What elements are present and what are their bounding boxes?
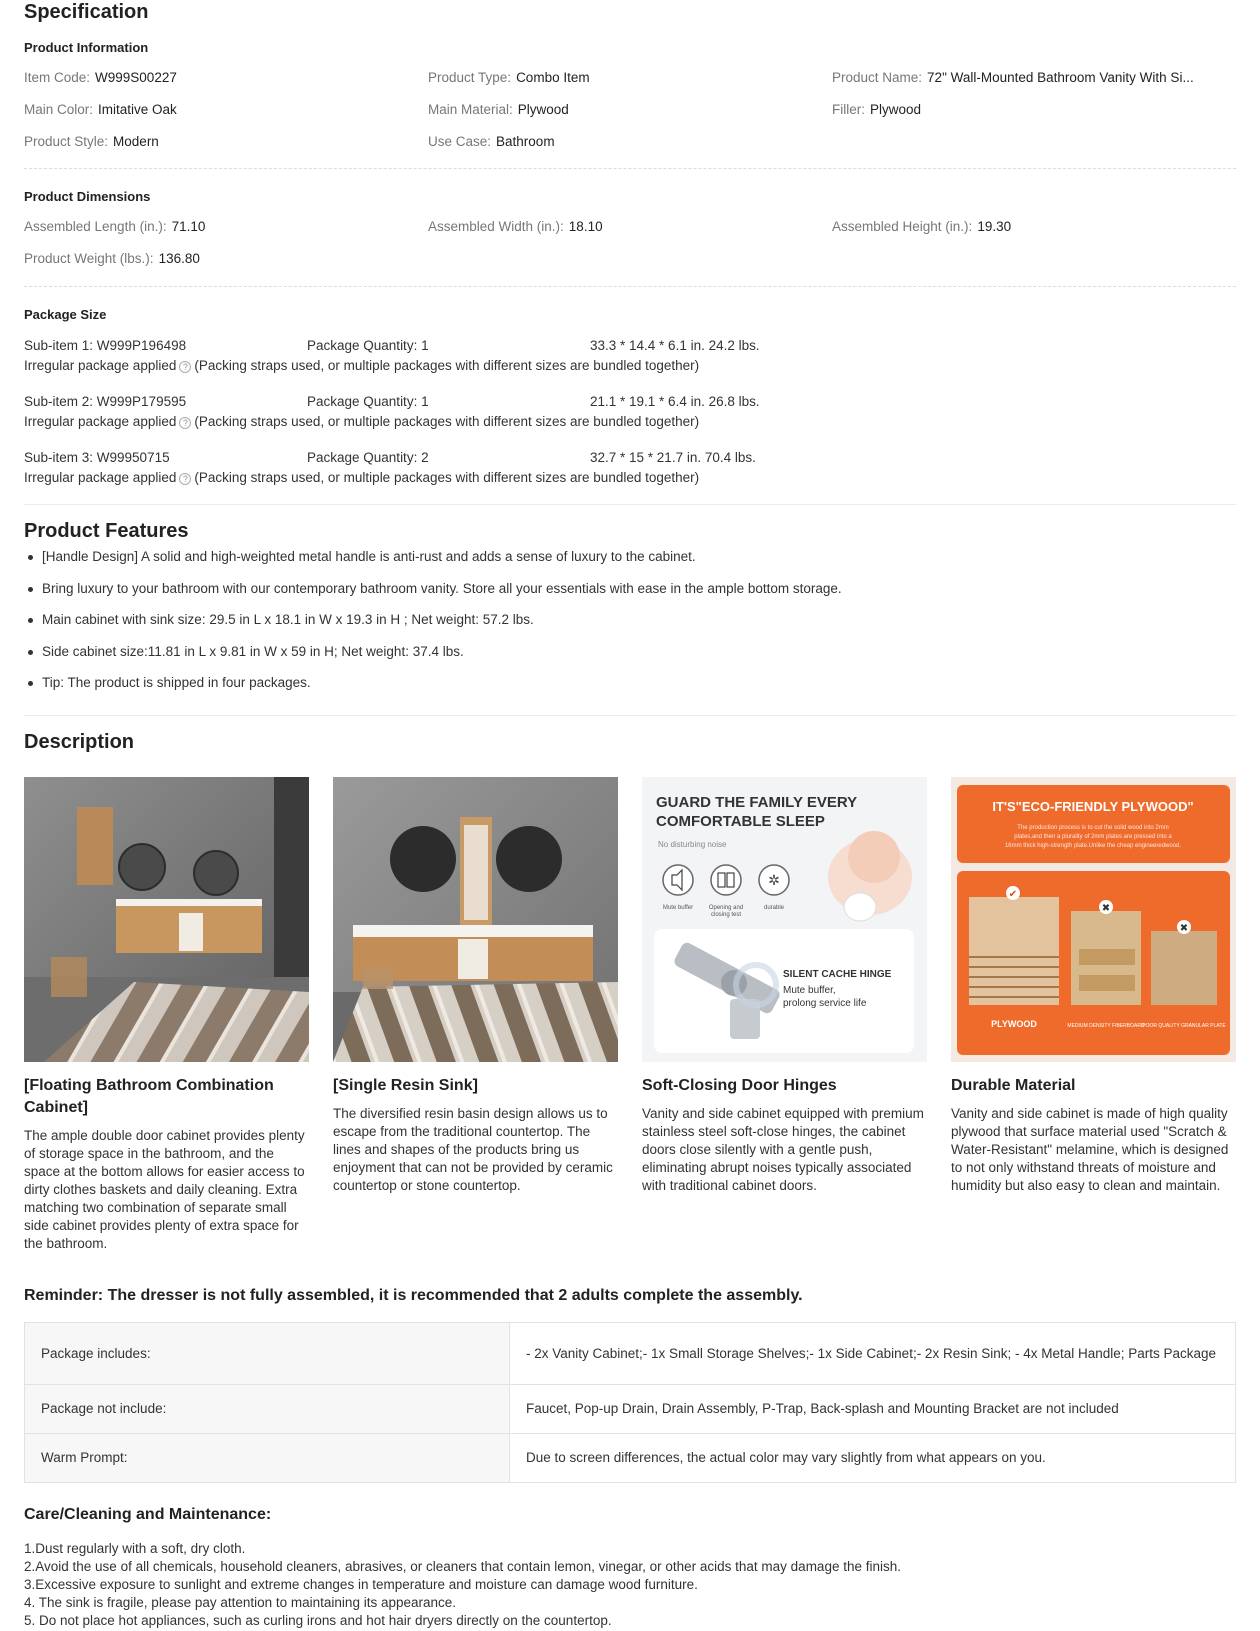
care-line: 3.Excessive exposure to sunlight and extreme changes in temperature and moisture can damage wood furniture. bbox=[24, 1577, 698, 1592]
care-line: 2.Avoid the use of all chemicals, household cleaners, abrasives, or cleaners that contain lemon, vinegar, or other acids that may damage the finish. bbox=[24, 1559, 901, 1574]
package-table bbox=[24, 1322, 1236, 1483]
help-icon[interactable]: ? bbox=[179, 473, 191, 485]
card-title: Durable Material bbox=[951, 1077, 1076, 1094]
soft-close-hinge-graphic bbox=[642, 777, 927, 1062]
svg-text:✔: ✔ bbox=[1008, 889, 1018, 900]
table-value: Due to screen differences, the actual color may vary slightly from what appears on you. bbox=[510, 1434, 1236, 1483]
card-title: [Single Resin Sink] bbox=[333, 1077, 478, 1094]
irregular-package-note: Irregular package applied ? (Packing straps used, or multiple packages with different sizes are bundled together) bbox=[24, 414, 700, 429]
svg-text:✲: ✲ bbox=[768, 872, 780, 888]
material-label: PLYWOOD bbox=[991, 1019, 1037, 1029]
sub-item-id: Sub-item 3: W99950715 bbox=[24, 450, 170, 465]
card-description: Vanity and side cabinet equipped with premium stainless steel soft-close hinges, the cabinet doors close silently with a gentle push, eliminating abrupt noises typically associated with traditional cabinet doors. bbox=[642, 1106, 924, 1193]
vanity-room-photo bbox=[24, 777, 309, 1062]
package-dimensions: 32.7 * 15 * 21.7 in. 70.4 lbs. bbox=[590, 450, 756, 465]
care-heading: Care/Cleaning and Maintenance: bbox=[24, 1506, 272, 1523]
specification-heading: Specification bbox=[24, 1, 149, 23]
svg-text:✖: ✖ bbox=[1179, 923, 1189, 934]
product-features-heading: Product Features bbox=[24, 520, 189, 542]
svg-text:✖: ✖ bbox=[1101, 903, 1111, 914]
card-title: Soft-Closing Door Hinges bbox=[642, 1077, 837, 1094]
product-style-field: Product Style: Modern bbox=[24, 134, 159, 149]
product-dimensions-heading: Product Dimensions bbox=[24, 189, 151, 204]
main-material-field: Main Material: Plywood bbox=[428, 102, 569, 117]
filler-field: Filler: Plywood bbox=[832, 102, 922, 117]
use-case-field: Use Case: Bathroom bbox=[428, 134, 555, 149]
plywood-body: 16mm thick high-strength plate.Unlike the cheap engineeredwood. bbox=[1004, 843, 1182, 849]
product-type-field: Product Type: Combo Item bbox=[428, 70, 590, 85]
feature-item: Tip: The product is shipped in four packages. bbox=[24, 674, 1224, 706]
icon-label: Opening and bbox=[708, 905, 744, 911]
care-line: 1.Dust regularly with a soft, dry cloth. bbox=[24, 1541, 246, 1556]
product-name-field: Product Name: 72" Wall-Mounted Bathroom Vanity With Si... bbox=[832, 70, 1194, 85]
package-dimensions: 21.1 * 19.1 * 6.4 in. 26.8 lbs. bbox=[590, 394, 760, 409]
hinge-subline: No disturbing noise bbox=[658, 840, 727, 849]
table-value: Faucet, Pop-up Drain, Drain Assembly, P-Trap, Back-splash and Mounting Bracket are not included bbox=[510, 1385, 1236, 1434]
material-label: MEDIUM DENSITY FIBERBOARD bbox=[1067, 1023, 1145, 1029]
hinge-line: Mute buffer, bbox=[783, 985, 836, 996]
item-code-field: Item Code: W999S00227 bbox=[24, 70, 177, 85]
plywood-body: plates,and then a plurality of 2mm plates are pressed into a bbox=[1014, 834, 1172, 840]
hinge-headline-1: GUARD THE FAMILY EVERY bbox=[656, 794, 858, 811]
care-instructions bbox=[24, 1540, 901, 1630]
plywood-material-graphic bbox=[951, 777, 1236, 1062]
divider bbox=[24, 715, 1236, 716]
card-description: Vanity and side cabinet is made of high quality plywood that surface material used "Scratch & Water-Resistant" melamine, which is designed to not only withstand threats of moisture and humidity but also easy to clean and maintain. bbox=[951, 1106, 1229, 1193]
divider bbox=[24, 168, 1236, 169]
hinge-line: prolong service life bbox=[783, 998, 867, 1009]
irregular-package-note: Irregular package applied ? (Packing straps used, or multiple packages with different sizes are bundled together) bbox=[24, 470, 700, 485]
feature-item: [Handle Design] A solid and high-weighted metal handle is anti-rust and adds a sense of luxury to the cabinet. bbox=[24, 548, 1224, 580]
feature-item: Side cabinet size:11.81 in L x 9.81 in W x 59 in H; Net weight: 37.4 lbs. bbox=[24, 643, 1224, 675]
description-card bbox=[642, 777, 927, 1195]
package-dimensions: 33.3 * 14.4 * 6.1 in. 24.2 lbs. bbox=[590, 338, 760, 353]
icon-label: Mute buffer bbox=[662, 905, 694, 911]
icon-label: closing test bbox=[710, 912, 742, 918]
care-line: 5. Do not place hot appliances, such as curling irons and hot hair dryers directly on the countertop. bbox=[24, 1613, 612, 1628]
divider bbox=[24, 286, 1236, 287]
package-quantity: Package Quantity: 1 bbox=[307, 394, 429, 409]
table-label: Package not include: bbox=[25, 1385, 510, 1434]
icon-label: durable bbox=[763, 905, 785, 911]
description-card bbox=[951, 777, 1236, 1195]
description-heading: Description bbox=[24, 731, 135, 753]
feature-item: Main cabinet with sink size: 29.5 in L x 18.1 in W x 19.3 in H ; Net weight: 57.2 lbs. bbox=[24, 611, 1224, 643]
table-row bbox=[25, 1385, 1236, 1434]
plywood-headline: IT'S"ECO-FRIENDLY PLYWOOD" bbox=[992, 799, 1194, 814]
card-title: [Floating Bathroom Combination Cabinet] bbox=[24, 1077, 274, 1116]
assembled-length-field: Assembled Length (in.): 71.10 bbox=[24, 219, 206, 234]
sub-item-id: Sub-item 1: W999P196498 bbox=[24, 338, 187, 353]
divider bbox=[24, 504, 1236, 505]
description-card bbox=[333, 777, 618, 1195]
feature-item: Bring luxury to your bathroom with our contemporary bathroom vanity. Store all your essentials with ease in the ample bottom storage. bbox=[24, 580, 1224, 612]
assembled-width-field: Assembled Width (in.): 18.10 bbox=[428, 219, 603, 234]
product-weight-field: Product Weight (lbs.): 136.80 bbox=[24, 251, 200, 266]
assembled-height-field: Assembled Height (in.): 19.30 bbox=[832, 219, 1012, 234]
hinge-title: SILENT CACHE HINGE bbox=[783, 969, 892, 980]
assembly-reminder: Reminder: The dresser is not fully assembled, it is recommended that 2 adults complete the assembly. bbox=[24, 1287, 803, 1304]
table-label: Warm Prompt: bbox=[25, 1434, 510, 1483]
package-quantity: Package Quantity: 1 bbox=[307, 338, 429, 353]
description-card bbox=[24, 777, 309, 1253]
package-size-heading: Package Size bbox=[24, 307, 107, 322]
resin-sink-photo bbox=[333, 777, 618, 1062]
product-information-heading: Product Information bbox=[24, 40, 149, 55]
main-color-field: Main Color: Imitative Oak bbox=[24, 102, 177, 117]
card-description: The ample double door cabinet provides plenty of storage space in the bathroom, and the space at the bottom allows for easier access to dirty clothes baskets and daily cleaning. Extra matching two combination of separate small side cabinet provides plenty of extra space for the bathroom. bbox=[24, 1128, 305, 1251]
card-description: The diversified resin basin design allows us to escape from the traditional countertop. The lines and shapes of the products bring us enjoyment that can not be provided by ceramic countertop or stone countertop. bbox=[333, 1106, 613, 1193]
material-label: POOR QUALITY GRANULAR PLATE bbox=[1142, 1023, 1226, 1029]
table-value: - 2x Vanity Cabinet;- 1x Small Storage Shelves;- 1x Side Cabinet;- 2x Resin Sink; - 4x Metal Handle; Parts Package bbox=[510, 1323, 1236, 1385]
sub-item-id: Sub-item 2: W999P179595 bbox=[24, 394, 187, 409]
table-label: Package includes: bbox=[25, 1323, 510, 1385]
table-row bbox=[25, 1323, 1236, 1385]
table-row bbox=[25, 1434, 1236, 1483]
plywood-body: The production process is to cut the solid wood into 2mm bbox=[1017, 825, 1169, 831]
care-line: 4. The sink is fragile, please pay attention to maintaining its appearance. bbox=[24, 1595, 457, 1610]
irregular-package-note: Irregular package applied ? (Packing straps used, or multiple packages with different sizes are bundled together) bbox=[24, 358, 700, 373]
package-quantity: Package Quantity: 2 bbox=[307, 450, 429, 465]
help-icon[interactable]: ? bbox=[179, 361, 191, 373]
hinge-headline-2: COMFORTABLE SLEEP bbox=[656, 813, 825, 830]
description-cards bbox=[24, 777, 1236, 1267]
help-icon[interactable]: ? bbox=[179, 417, 191, 429]
features-list bbox=[24, 548, 1224, 706]
